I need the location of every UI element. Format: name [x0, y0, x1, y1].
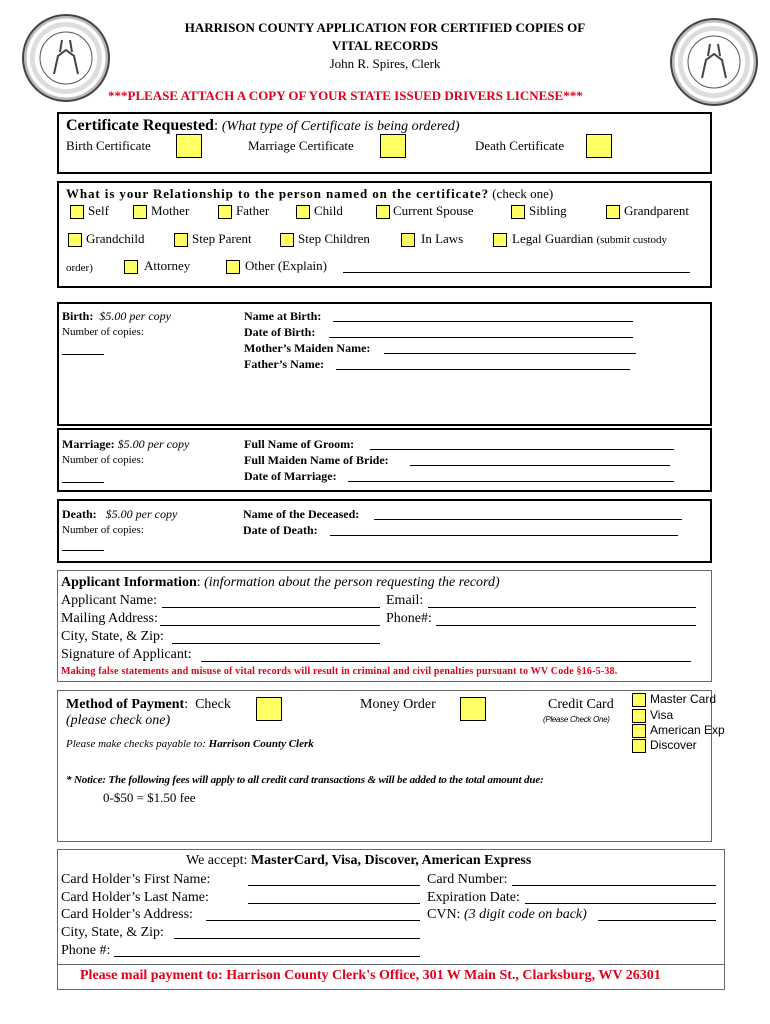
card-city-label: City, State, & Zip:	[61, 925, 164, 940]
check-checkbox[interactable]	[256, 697, 282, 721]
mailing-address-input[interactable]	[160, 625, 380, 626]
license-notice: ***PLEASE ATTACH A COPY OF YOUR STATE ISSUED DRIVERS LICNESE***	[108, 88, 583, 103]
self-label: Self	[88, 203, 109, 218]
legal-guardian-checkbox[interactable]	[493, 233, 507, 247]
visa-label: Visa	[650, 708, 674, 722]
mastercard-checkbox[interactable]	[632, 693, 646, 707]
marriage-label: Marriage:	[62, 437, 115, 451]
card-first-name-label: Card Holder’s First Name:	[61, 872, 211, 887]
credit-fee: 0-$50 = $1.50 fee	[103, 790, 196, 805]
visa-checkbox[interactable]	[632, 709, 646, 723]
grandchild-label: Grandchild	[86, 231, 145, 246]
check-label: Check	[195, 697, 231, 712]
credit-fee-notice: * Notice: The following fees will apply to all credit card transactions & will be added to the total amount due:	[66, 774, 544, 786]
phone-label: Phone#:	[386, 611, 432, 626]
amex-label: American Exp	[650, 723, 725, 737]
step-parent-label: Step Parent	[192, 231, 252, 246]
spouse-checkbox[interactable]	[376, 205, 390, 219]
form-title-line1: HARRISON COUNTY APPLICATION FOR CERTIFIED COPIES OF	[184, 20, 586, 35]
other-label: Other (Explain)	[245, 258, 327, 273]
payment-heading: Method of Payment	[66, 697, 185, 712]
other-checkbox[interactable]	[226, 260, 240, 274]
death-date-input[interactable]	[330, 535, 678, 536]
mastercard-label: Master Card	[650, 692, 717, 706]
card-last-name-label: Card Holder’s Last Name:	[61, 890, 209, 905]
marriage-date-label: Date of Marriage:	[244, 469, 337, 483]
card-last-name-input[interactable]	[248, 903, 420, 904]
death-copies-input[interactable]	[62, 550, 104, 551]
mother-checkbox[interactable]	[133, 205, 147, 219]
signature-input[interactable]	[201, 661, 691, 662]
in-laws-label: In Laws	[421, 231, 464, 246]
father-name-label: Father’s Name:	[244, 357, 325, 371]
clerk-name: John R. Spires, Clerk	[329, 56, 441, 71]
death-date-label: Date of Death:	[243, 523, 318, 537]
card-first-name-input[interactable]	[248, 885, 420, 886]
child-label: Child	[314, 203, 343, 218]
deceased-name-input[interactable]	[374, 519, 682, 520]
father-checkbox[interactable]	[218, 205, 232, 219]
groom-label: Full Name of Groom:	[244, 437, 355, 451]
accepted-cards: MasterCard, Visa, Discover, American Express	[250, 853, 532, 868]
sibling-label: Sibling	[529, 203, 567, 218]
marriage-price: $5.00 per copy	[117, 437, 190, 451]
penalty-warning: Making false statements and misuse of vital records will result in criminal and civil penalties pursuant to WV Code §16-5-38.	[61, 666, 618, 677]
credit-card-label: Credit Card	[548, 697, 614, 712]
marriage-date-input[interactable]	[348, 481, 674, 482]
cvn-hint: (3 digit code on back)	[463, 907, 587, 922]
card-number-label: Card Number:	[427, 872, 508, 887]
certificate-subheading: (What type of Certificate is being ordered)	[221, 119, 460, 134]
certificate-heading: Certificate Requested	[66, 117, 214, 134]
email-input[interactable]	[428, 607, 696, 608]
credit-card-hint: (Please Check One)	[543, 715, 610, 724]
money-order-label: Money Order	[360, 697, 436, 712]
birth-certificate-checkbox[interactable]	[176, 134, 202, 158]
bride-input[interactable]	[410, 465, 670, 466]
death-copies-label: Number of copies:	[62, 524, 144, 536]
legal-guardian-note-cont: order)	[66, 262, 93, 274]
mother-maiden-label: Mother’s Maiden Name:	[244, 341, 371, 355]
applicant-city-label: City, State, & Zip:	[61, 629, 164, 644]
attorney-label: Attorney	[144, 258, 191, 273]
applicant-subheading: (information about the person requesting the record)	[204, 575, 500, 590]
birth-dob-label: Date of Birth:	[244, 325, 316, 339]
card-address-input[interactable]	[206, 920, 420, 921]
marriage-certificate-label: Marriage Certificate	[248, 138, 354, 153]
form-title-line2: VITAL RECORDS	[331, 38, 439, 53]
payable-label: Please make checks payable to:	[66, 738, 206, 750]
applicant-name-label: Applicant Name:	[61, 593, 158, 608]
step-children-label: Step Children	[298, 231, 370, 246]
sibling-checkbox[interactable]	[511, 205, 525, 219]
relationship-question: What is your Relationship to the person named on the certificate?	[66, 186, 489, 201]
applicant-city-input[interactable]	[172, 643, 380, 644]
grandparent-checkbox[interactable]	[606, 205, 620, 219]
birth-copies-input[interactable]	[62, 354, 104, 355]
card-address-label: Card Holder’s Address:	[61, 907, 193, 922]
father-label: Father	[236, 203, 270, 218]
other-explain-line[interactable]	[343, 272, 690, 273]
death-label: Death:	[62, 507, 97, 521]
in-laws-checkbox[interactable]	[401, 233, 415, 247]
death-price: $5.00 per copy	[105, 507, 178, 521]
legal-guardian-note: (submit custody	[596, 234, 668, 246]
birth-certificate-label: Birth Certificate	[66, 138, 151, 153]
attorney-checkbox[interactable]	[124, 260, 138, 274]
email-label: Email:	[386, 593, 424, 608]
birth-label: Birth:	[62, 309, 94, 323]
signature-label: Signature of Applicant:	[61, 647, 192, 662]
step-children-checkbox[interactable]	[280, 233, 294, 247]
child-checkbox[interactable]	[296, 205, 310, 219]
death-certificate-label: Death Certificate	[475, 138, 565, 153]
deceased-name-label: Name of the Deceased:	[243, 507, 360, 521]
accept-label: We accept:	[186, 853, 248, 868]
discover-checkbox[interactable]	[632, 739, 646, 753]
death-certificate-checkbox[interactable]	[586, 134, 612, 158]
spouse-label: Current Spouse	[393, 203, 474, 218]
birth-price: $5.00 per copy	[99, 309, 171, 323]
grandparent-label: Grandparent	[624, 203, 689, 218]
mother-label: Mother	[151, 203, 190, 218]
mail-payment-address: Please mail payment to: Harrison County Clerk's Office, 301 W Main St., Clarksburg, WV 26301	[80, 968, 661, 983]
marriage-copies-label: Number of copies:	[62, 454, 144, 466]
discover-label: Discover	[650, 738, 697, 752]
marriage-copies-input[interactable]	[62, 482, 104, 483]
groom-input[interactable]	[370, 449, 674, 450]
cvn-input[interactable]	[598, 920, 716, 921]
bride-label: Full Maiden Name of Bride:	[244, 453, 389, 467]
mailing-address-label: Mailing Address:	[61, 611, 158, 626]
birth-name-input[interactable]	[333, 321, 633, 322]
card-city-input[interactable]	[174, 938, 420, 939]
step-parent-checkbox[interactable]	[174, 233, 188, 247]
birth-dob-input[interactable]	[329, 337, 633, 338]
card-phone-label: Phone #:	[61, 943, 111, 958]
county-seal-right	[670, 18, 758, 106]
father-name-input[interactable]	[336, 369, 630, 370]
birth-name-label: Name at Birth:	[244, 309, 322, 323]
money-order-checkbox[interactable]	[460, 697, 486, 721]
amex-checkbox[interactable]	[632, 724, 646, 738]
payable-to: Harrison County Clerk	[208, 738, 314, 750]
card-number-input[interactable]	[512, 885, 716, 886]
card-phone-input[interactable]	[114, 956, 420, 957]
payment-hint: (please check one)	[66, 713, 171, 728]
applicant-name-input[interactable]	[162, 607, 380, 608]
applicant-heading: Applicant Information	[61, 575, 197, 590]
legal-guardian-label: Legal Guardian	[512, 231, 594, 246]
cvn-label: CVN:	[427, 907, 461, 922]
expiration-input[interactable]	[525, 903, 716, 904]
county-seal-left	[22, 14, 110, 102]
self-checkbox[interactable]	[70, 205, 84, 219]
marriage-certificate-checkbox[interactable]	[380, 134, 406, 158]
phone-input[interactable]	[436, 625, 696, 626]
relationship-hint: (check one)	[492, 186, 554, 201]
mother-maiden-input[interactable]	[384, 353, 636, 354]
birth-copies-label: Number of copies:	[62, 326, 144, 338]
grandchild-checkbox[interactable]	[68, 233, 82, 247]
expiration-label: Expiration Date:	[427, 890, 520, 905]
